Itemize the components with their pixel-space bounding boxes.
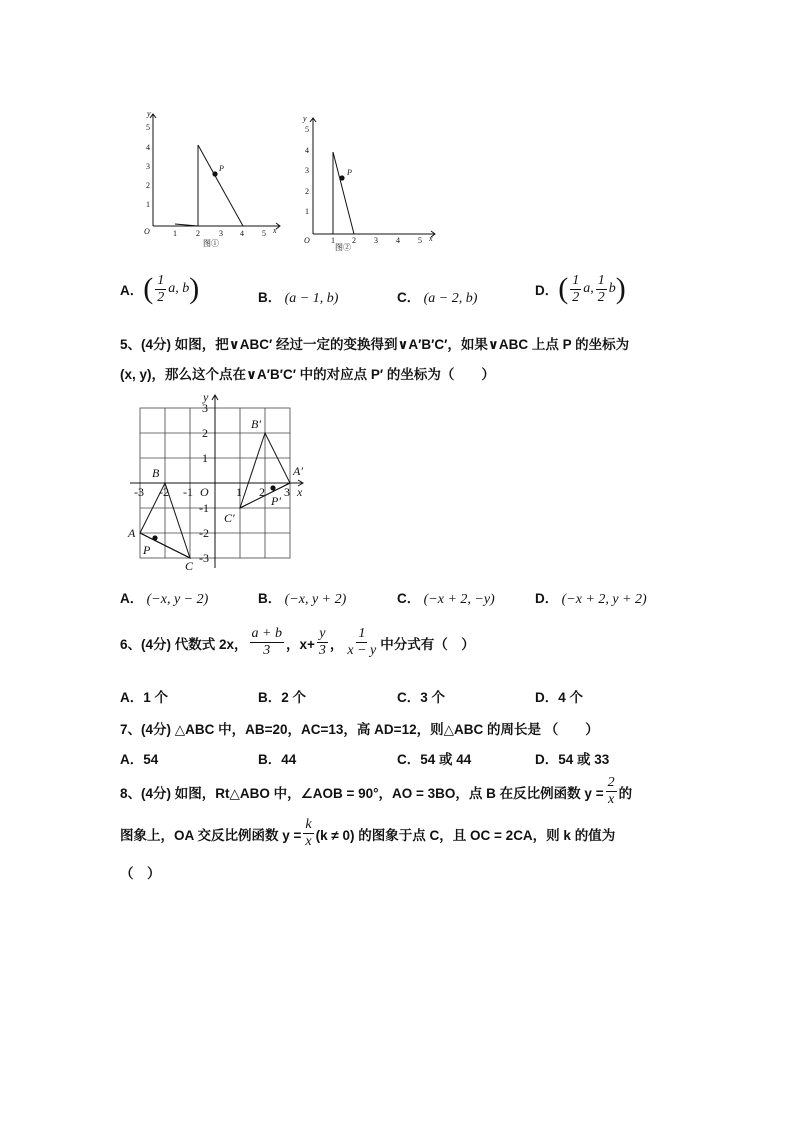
svg-text:-3: -3: [134, 485, 144, 499]
q7-option-d[interactable]: D．54 或 33: [535, 752, 610, 767]
svg-text:y: y: [147, 110, 151, 118]
figure-2: [295, 112, 440, 252]
svg-text:2: 2: [146, 181, 150, 190]
svg-text:4: 4: [240, 229, 244, 238]
q5-stem-line2: (x, y)，那么这个点在∨A′B′C′ 中的对应点 P′ 的坐标为（ ）: [120, 367, 495, 382]
q7-option-b[interactable]: B．44: [258, 752, 297, 767]
q7-stem: 7、(4分) △ABC 中，AB=20，AC=13，高 AD=12，则△ABC 的周长是 （ ）: [120, 722, 599, 737]
svg-text:2: 2: [305, 187, 309, 196]
svg-text:5: 5: [305, 125, 309, 134]
svg-text:-1: -1: [183, 485, 193, 499]
q4-option-d[interactable]: D． ( $\frac{1}{2}$ a, $\frac{1}{2}$ b ): [535, 272, 626, 305]
svg-text:4: 4: [146, 143, 150, 152]
q6-option-c[interactable]: C．3 个: [397, 690, 446, 705]
svg-text:A′: A′: [293, 464, 303, 478]
point-p: [339, 175, 344, 180]
svg-text:3: 3: [305, 166, 309, 175]
svg-text:4: 4: [396, 236, 400, 245]
svg-text:2: 2: [196, 229, 200, 238]
svg-text:x: x: [429, 234, 433, 243]
q4-option-b[interactable]: B． (a − 1, b): [258, 290, 339, 306]
svg-text:1: 1: [146, 200, 150, 209]
svg-text:B′: B′: [251, 417, 261, 431]
svg-text:B: B: [152, 466, 160, 480]
point-p: [152, 535, 157, 540]
q8-stem-line3: （ ）: [120, 866, 161, 881]
svg-text:3: 3: [219, 229, 223, 238]
svg-text:x: x: [273, 226, 277, 235]
svg-text:P: P: [143, 543, 151, 557]
svg-text:-3: -3: [199, 551, 209, 565]
svg-text:O: O: [144, 227, 150, 236]
q6-option-d[interactable]: D．4 个: [535, 690, 584, 705]
svg-text:1: 1: [305, 207, 309, 216]
svg-text:1: 1: [173, 229, 177, 238]
svg-text:C: C: [185, 559, 194, 570]
figure-1: [135, 110, 285, 250]
svg-text:y: y: [303, 114, 307, 123]
svg-text:3: 3: [374, 236, 378, 245]
q7-option-c[interactable]: C．54 或 44: [397, 752, 472, 767]
q6-stem: 6、(4分) 代数式 2x， $\frac{a + b}{3}$ ，x+ $\frac{y}{3}$ ， $\frac{1}{x - y}$ 中分式有（ ）: [120, 626, 475, 658]
svg-text:O: O: [304, 236, 310, 245]
svg-text:5: 5: [418, 236, 422, 245]
svg-text:3: 3: [202, 401, 208, 415]
svg-text:-2: -2: [199, 526, 209, 540]
segment-slant: [198, 145, 243, 226]
svg-text:A: A: [128, 526, 136, 540]
svg-text:x: x: [297, 485, 303, 499]
q4-option-a[interactable]: A． ( $\frac{1}{2}$ a, b ): [120, 272, 200, 305]
svg-text:3: 3: [284, 485, 290, 499]
point-p: [212, 171, 217, 176]
q8-stem-line2: 图象上，OA 交反比例函数 y = $\frac{k}{x}$ (k ≠ 0) 的图象于点 C，且 OC = 2CA，则 k 的值为: [120, 817, 616, 849]
svg-text:图①: 图①: [203, 239, 219, 248]
svg-text:3: 3: [146, 162, 150, 171]
q7-option-a[interactable]: A．54: [120, 752, 159, 767]
q5-option-c[interactable]: C． (−x + 2, −y): [397, 591, 495, 607]
svg-text:4: 4: [305, 146, 309, 155]
svg-text:1: 1: [236, 485, 242, 499]
q5-figure: [125, 390, 315, 570]
svg-text:-2: -2: [159, 485, 169, 499]
q6-option-b[interactable]: B．2 个: [258, 690, 307, 705]
svg-text:1: 1: [331, 236, 335, 245]
svg-text:C′: C′: [224, 511, 235, 525]
q5-stem-line1: 5、(4分) 如图，把∨ABC′ 经过一定的变换得到∨A′B′C′，如果∨ABC 上点 P 的坐标为: [120, 337, 630, 352]
svg-text:O: O: [200, 485, 209, 499]
q4-option-c[interactable]: C． (a − 2, b): [397, 290, 478, 306]
svg-text:5: 5: [146, 123, 150, 132]
svg-text:图②: 图②: [335, 243, 351, 252]
q5-option-b[interactable]: B． (−x, y + 2): [258, 591, 347, 607]
q5-option-a[interactable]: A． (−x, y − 2): [120, 591, 209, 607]
svg-text:P′: P′: [271, 494, 281, 508]
svg-text:2: 2: [259, 485, 265, 499]
svg-text:1: 1: [202, 451, 208, 465]
svg-text:-1: -1: [199, 501, 209, 515]
svg-text:2: 2: [202, 426, 208, 440]
q6-option-a[interactable]: A．1 个: [120, 690, 169, 705]
svg-text:5: 5: [262, 229, 266, 238]
svg-text:2: 2: [352, 236, 356, 245]
svg-text:P: P: [219, 164, 224, 173]
q8-stem-line1: 8、(4分) 如图，Rt△ABO 中，∠AOB = 90°，AO = 3BO，点 B 在反比例函数 y = $\frac{2}{x}$ 的: [120, 775, 633, 807]
svg-text:y: y: [203, 390, 209, 404]
point-p2: [270, 485, 275, 490]
q5-option-d[interactable]: D． (−x + 2, y + 2): [535, 591, 647, 607]
svg-text:P: P: [347, 168, 352, 177]
